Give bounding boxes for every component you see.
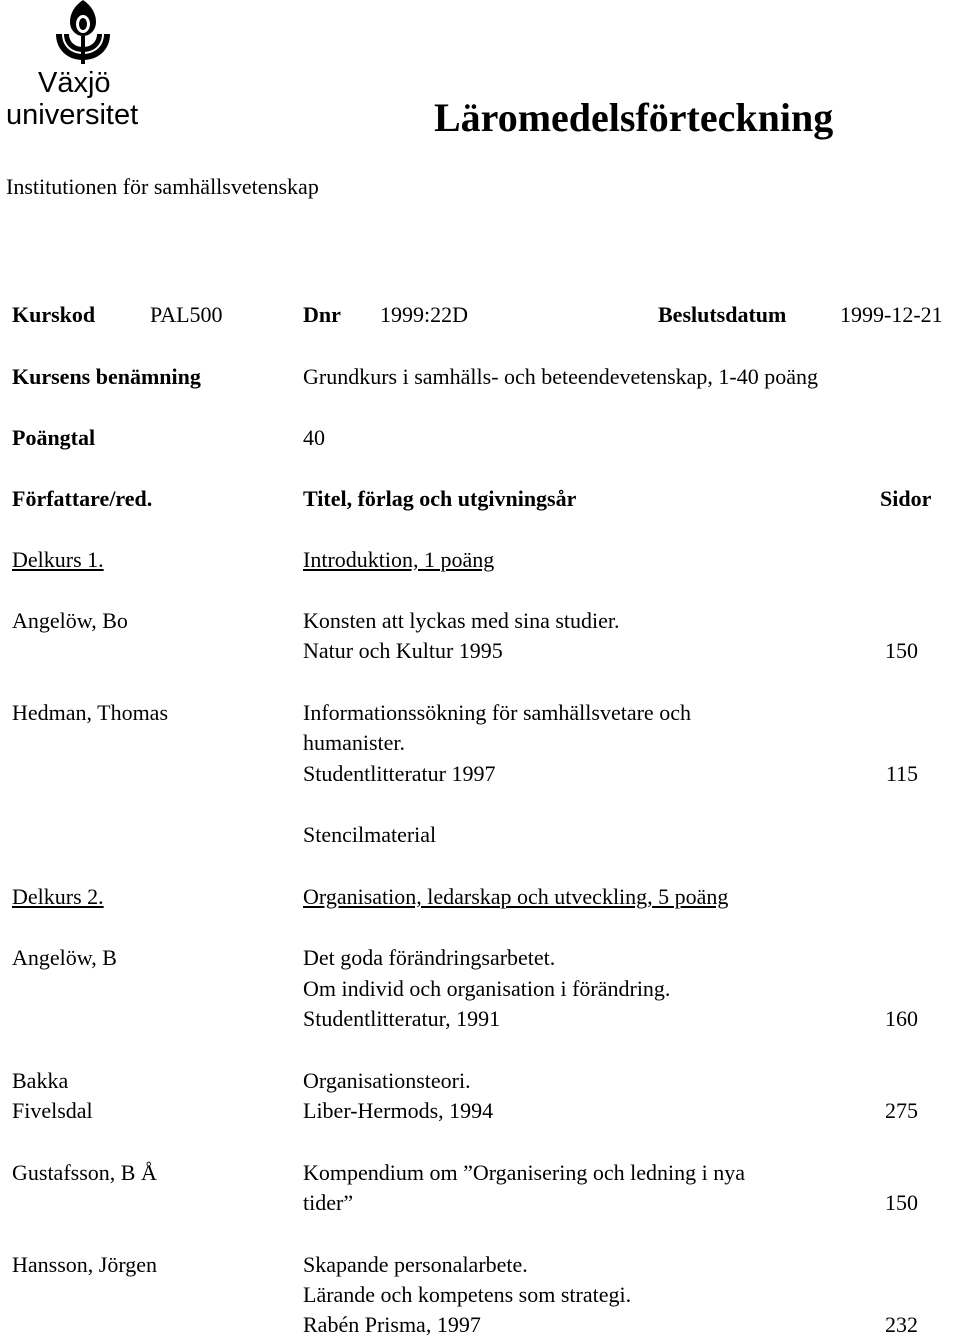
- entry-pages: 275: [885, 1098, 918, 1123]
- entry-author: Gustafsson, B Å: [12, 1160, 157, 1185]
- entry-title-line: Om individ och organisation i förändring.: [303, 976, 671, 1001]
- entry-author: Bakka: [12, 1068, 69, 1093]
- delkurs1-title: Introduktion, 1 poäng: [303, 547, 495, 572]
- entry-title-line: Det goda förändringsarbetet.: [303, 945, 556, 970]
- entry-title-line: Skapande personalarbete.: [303, 1252, 528, 1277]
- entry-publisher-line: Studentlitteratur 1997: [303, 761, 496, 786]
- delkurs2-label: Delkurs 2.: [12, 884, 104, 909]
- entry-pages: 160: [885, 1006, 918, 1031]
- entry-title-line: Konsten att lyckas med sina studier.: [303, 608, 620, 633]
- dnr-value: 1999:22D: [380, 302, 468, 327]
- header-pages: Sidor: [880, 486, 932, 511]
- entry-title-line: Organisationsteori.: [303, 1068, 471, 1093]
- entry-title-line: Lärande och kompetens som strategi.: [303, 1282, 632, 1307]
- poangtal-label: Poängtal: [12, 425, 96, 450]
- benamning-label: Kursens benämning: [12, 364, 201, 389]
- header-title: Titel, förlag och utgivningsår: [303, 486, 577, 511]
- header-author: Författare/red.: [12, 486, 153, 511]
- entry-author: Hansson, Jörgen: [12, 1252, 158, 1277]
- entry-publisher-line: Rabén Prisma, 1997: [303, 1312, 481, 1337]
- entry-author: Angelöw, Bo: [12, 608, 128, 633]
- entry-publisher-line: Liber-Hermods, 1994: [303, 1098, 494, 1123]
- entry-pages: 115: [885, 761, 918, 786]
- dnr-label: Dnr: [303, 302, 341, 327]
- benamning-value: Grundkurs i samhälls- och beteendevetenskap, 1-40 poäng: [303, 364, 819, 389]
- entry-publisher-line: Natur och Kultur 1995: [303, 638, 503, 663]
- kurskod-label: Kurskod: [12, 302, 96, 327]
- kurskod-value: PAL500: [150, 302, 223, 327]
- logo-line-vaxjo: Växjö: [38, 67, 111, 99]
- page-title: Läromedelsförteckning: [434, 95, 834, 140]
- institution-name: Institutionen för samhällsvetenskap: [6, 174, 319, 199]
- stencil-material: Stencilmaterial: [303, 822, 437, 847]
- logo-emblem-icon: [52, 0, 114, 64]
- delkurs1-label: Delkurs 1.: [12, 547, 104, 572]
- entry-author: Hedman, Thomas: [12, 700, 169, 725]
- entry-title-line: Kompendium om ”Organisering och ledning i nya: [303, 1160, 745, 1185]
- entry-pages: 150: [885, 638, 918, 663]
- poangtal-value: 40: [303, 425, 325, 450]
- entry-publisher-line: Studentlitteratur, 1991: [303, 1006, 501, 1031]
- entry-title-line: tider”: [303, 1190, 354, 1215]
- delkurs2-title: Organisation, ledarskap och utveckling, 5 poäng: [303, 884, 729, 909]
- entry-pages: 232: [885, 1312, 918, 1337]
- entry-author-second: Fivelsdal: [12, 1098, 93, 1123]
- entry-author: Angelöw, B: [12, 945, 117, 970]
- logo-line-universitet: universitet: [6, 99, 139, 131]
- entry-title-line: humanister.: [303, 730, 406, 755]
- beslutsdatum-label: Beslutsdatum: [658, 302, 787, 327]
- entry-pages: 150: [885, 1190, 918, 1215]
- beslutsdatum-value: 1999-12-21: [840, 302, 943, 327]
- entry-title-line: Informationssökning för samhällsvetare och: [303, 700, 691, 725]
